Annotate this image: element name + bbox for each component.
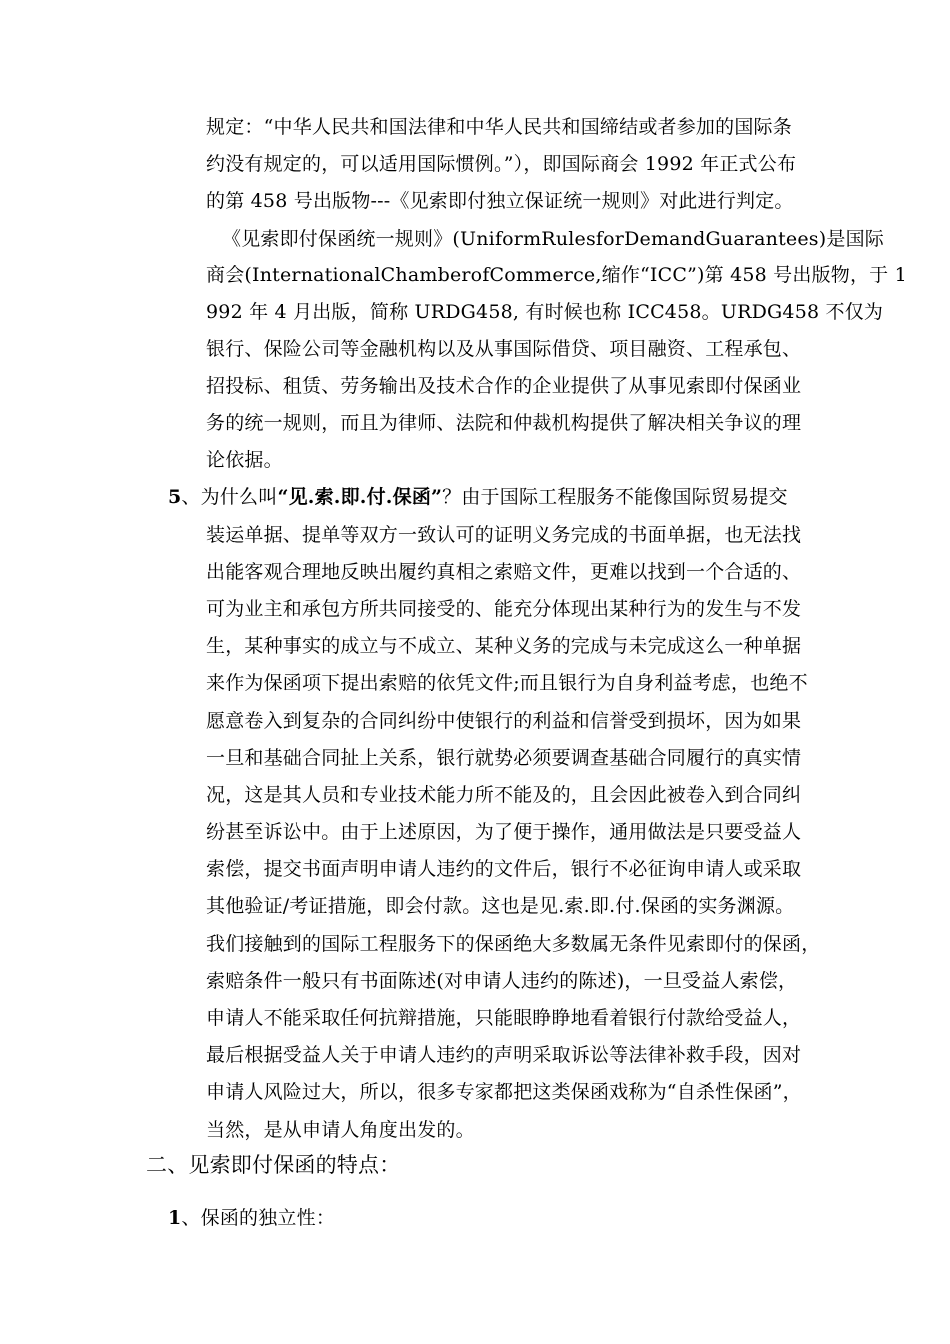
- para2-line-3: 992 年 4 月出版，简称 URDG458, 有时候也称 ICC458。URDG458 不仅为: [206, 301, 884, 323]
- item5-line-5: 生，某种事实的成立与不成立、某种义务的完成与未完成这么一种单据: [206, 635, 802, 657]
- item5-number: 5: [168, 486, 182, 508]
- item5-line-9: 况，这是其人员和专业技术能力所不能及的，且会因此被卷入到合同纠: [206, 784, 802, 806]
- item5-line-11: 索偿，提交书面声明申请人违约的文件后，银行不必征询申请人或采取: [206, 858, 802, 880]
- para2-line-6: 务的统一规则，而且为律师、法院和仲裁机构提供了解决相关争议的理: [206, 412, 802, 434]
- item1-line: [168, 1205, 335, 1231]
- section-heading: 二、见索即付保函的特点：: [146, 1153, 401, 1177]
- item1-number: 1: [168, 1207, 182, 1229]
- item5-line-16: 最后根据受益人关于申请人违约的声明采取诉讼等法律补救手段，因对: [206, 1044, 802, 1066]
- para2-line-2: 商会(InternationalChamberofCommerce,缩作“ICC”)第 458 号出版物，于 1: [206, 264, 907, 286]
- item5-line-15: 申请人不能采取任何抗辩措施，只能眼睁睁地看着银行付款给受益人，: [206, 1007, 802, 1029]
- para1-line-3: 的第 458 号出版物---《见索即付独立保证统一规则》对此进行判定。: [206, 190, 794, 212]
- item5-line-3: 出能客观合理地反映出履约真相之索赔文件，更难以找到一个合适的、: [206, 561, 802, 583]
- item5-line-4: 可为业主和承包方所共同接受的、能充分体现出某种行为的发生与不发: [206, 598, 802, 620]
- item5-line-7: 愿意卷入到复杂的合同纠纷中使银行的利益和信誉受到损坏，因为如果: [206, 710, 802, 732]
- item5-line-18: 当然，是从申请人角度出发的。: [206, 1119, 475, 1141]
- item5-line-12: 其他验证/考证措施，即会付款。这也是见.索.即.付.保函的实务渊源。: [206, 895, 795, 917]
- item5-lead: 、为什么叫: [181, 486, 278, 508]
- item5-line-6: 来作为保函项下提出索赔的依凭文件;而且银行为自身利益考虑，也绝不: [206, 672, 808, 694]
- item5-term: “见.索.即.付.保函”: [277, 486, 443, 508]
- item5-line-17: 申请人风险过大，所以，很多专家都把这类保函戏称为“自杀性保函”，: [206, 1081, 802, 1103]
- para2-line-7: 论依据。: [206, 449, 283, 471]
- para2-line-5: 招投标、租赁、劳务输出及技术合作的企业提供了从事见索即付保函业: [206, 375, 802, 397]
- item5-line-10: 纷甚至诉讼中。由于上述原因，为了便于操作，通用做法是只要受益人: [206, 821, 802, 843]
- para1-line-1: 规定：“中华人民共和国法律和中华人民共和国缔结或者参加的国际条: [206, 116, 792, 138]
- item5-line-14: 索赔条件一般只有书面陈述(对申请人违约的陈述)，一旦受益人索偿，: [206, 970, 798, 992]
- item5-line-2: 装运单据、提单等双方一致认可的证明义务完成的书面单据，也无法找: [206, 524, 802, 546]
- item5-line-8: 一旦和基础合同扯上关系，银行就势必须要调查基础合同履行的真实情: [206, 747, 802, 769]
- item5-line-13: 我们接触到的国际工程服务下的保函绝大多数属无条件见索即付的保函，: [206, 933, 821, 955]
- para2-line-4: 银行、保险公司等金融机构以及从事国际借贷、项目融资、工程承包、: [206, 338, 802, 360]
- para1-line-2: 约没有规定的，可以适用国际惯例。”），即国际商会 1992 年正式公布: [206, 153, 797, 175]
- item1-text: 、保函的独立性：: [181, 1207, 336, 1229]
- item5-first-line: [168, 484, 788, 510]
- item5-first-rest: ？由于国际工程服务不能像国际贸易提交: [442, 486, 788, 508]
- para2-line-1: 《见索即付保函统一规则》(UniformRulesforDemandGuarantees)是国际: [222, 228, 884, 250]
